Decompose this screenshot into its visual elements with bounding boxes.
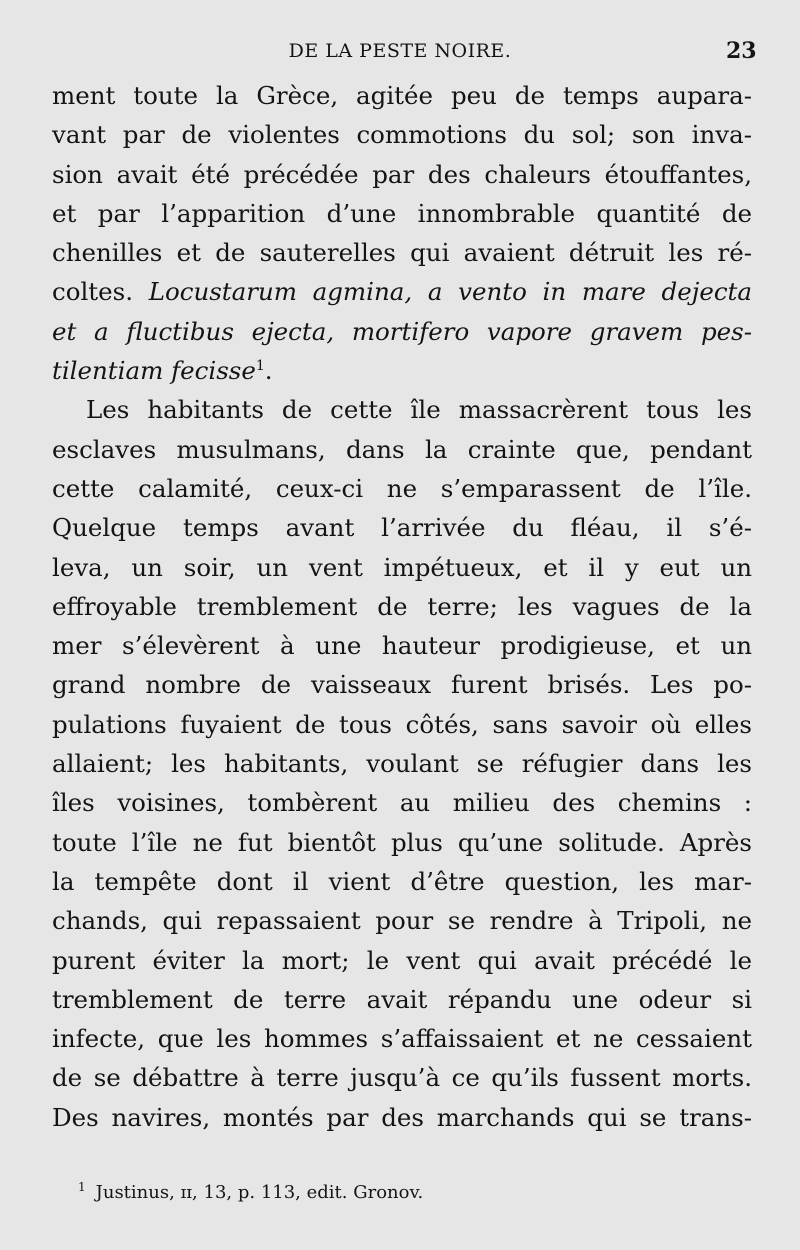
text-line: tremblement de terre avait répandu une odeur si bbox=[52, 984, 752, 1014]
text-line: chands, qui repassaient pour se rendre à Tripoli, ne bbox=[52, 906, 752, 936]
text-line: Quelque temps avant l’arrivée du fléau, il s’é- bbox=[52, 513, 752, 543]
roman-text: coltes. bbox=[52, 277, 149, 307]
text-line: mer s’élevèrent à une hauteur prodigieuse, et un bbox=[52, 631, 752, 661]
roman-text: . bbox=[264, 356, 273, 386]
text-line: vant par de violentes commotions du sol; son inva- bbox=[52, 120, 752, 150]
text-line: pulations fuyaient de tous côtés, sans savoir où elles bbox=[52, 709, 752, 739]
latin-quotation: Locustarum agmina, a vento in mare dejecta bbox=[148, 277, 752, 307]
footnote-mark: 1 bbox=[78, 1180, 86, 1194]
body-text bbox=[52, 76, 752, 1137]
text-line: leva, un soir, un vent impétueux, et il y eut un bbox=[52, 552, 752, 582]
text-line: ment toute la Grèce, agitée peu de temps aupara- bbox=[52, 81, 752, 110]
text-line: îles voisines, tombèrent au milieu des chemins : bbox=[52, 788, 752, 818]
text-line: la tempête dont il vient d’être question, les mar- bbox=[52, 866, 752, 896]
text-line: esclaves musulmans, dans la crainte que, pendant bbox=[52, 434, 752, 464]
latin-quotation: tilentiam fecisse bbox=[52, 356, 256, 386]
text-line-mixed bbox=[52, 272, 752, 311]
text-line: effroyable tremblement de terre; les vagues de la bbox=[52, 591, 752, 621]
text-line: et par l’apparition d’une innombrable quantité de bbox=[52, 198, 752, 228]
text-line: chenilles et de sauterelles qui avaient détruit les ré- bbox=[52, 238, 752, 268]
footnote bbox=[78, 1180, 423, 1203]
text-line: grand nombre de vaisseaux furent brisés. Les po- bbox=[52, 670, 752, 700]
running-title: DE LA PESTE NOIRE. bbox=[288, 40, 512, 62]
text-line: Des navires, montés par des marchands qui se trans- bbox=[52, 1102, 752, 1132]
text-line: purent éviter la mort; le vent qui avait précédé le bbox=[52, 945, 752, 975]
text-line: allaient; les habitants, voulant se réfugier dans les bbox=[52, 749, 752, 779]
footnote-reference[interactable]: 1 bbox=[255, 357, 265, 374]
latin-quotation-line: et a fluctibus ejecta, mortifero vapore gravem pes- bbox=[52, 316, 752, 346]
text-line-last bbox=[52, 351, 752, 390]
text-line: infecte, que les hommes s’affaissaient et ne cessaient bbox=[52, 1024, 752, 1054]
page-number: 23 bbox=[726, 38, 757, 64]
text-line: sion avait été précédée par des chaleurs étouffantes, bbox=[52, 159, 752, 189]
text-line: de se débattre à terre jusqu’à ce qu’ils fussent morts. bbox=[52, 1063, 752, 1093]
text-line: toute l’île ne fut bientôt plus qu’une solitude. Après bbox=[52, 827, 752, 857]
text-line: cette calamité, ceux-ci ne s’emparassent de l’île. bbox=[52, 473, 752, 503]
text-line: Les habitants de cette île massacrèrent tous les bbox=[86, 395, 752, 425]
footnote-text: Justinus, ɪɪ, 13, p. 113, edit. Gronov. bbox=[95, 1182, 424, 1203]
